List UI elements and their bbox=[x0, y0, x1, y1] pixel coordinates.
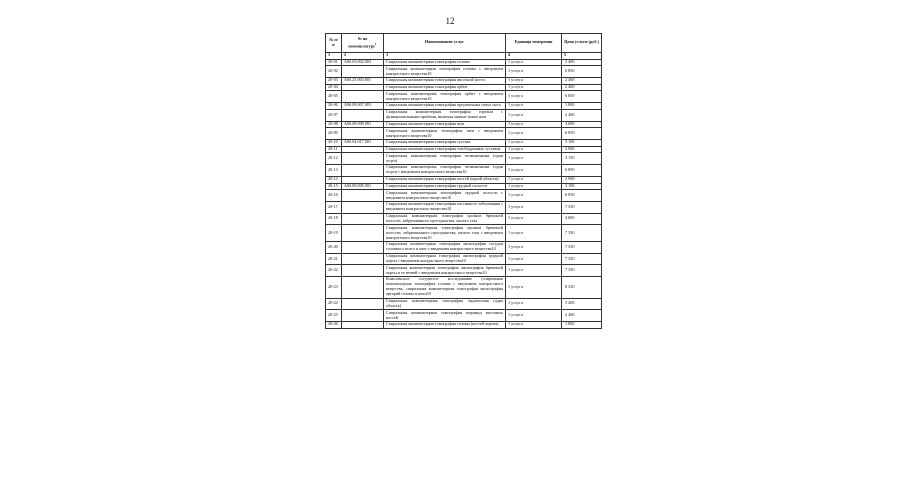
column-number: 4 bbox=[506, 52, 562, 59]
row-service-name: Спиральная компьютерная томография гортани с функциональными пробами, включая мягкие ткани шеи bbox=[384, 109, 506, 121]
header-cell-name: Наименование услуг bbox=[384, 34, 506, 53]
row-code bbox=[342, 146, 384, 153]
row-price: 1 800 bbox=[562, 321, 602, 328]
row-service-name: Спиральная компьютерная томография грудной полости bbox=[384, 183, 506, 190]
row-unit: 1 услуга bbox=[506, 190, 562, 202]
row-unit: 1 услуга bbox=[506, 77, 562, 84]
row-number: 20-22 bbox=[326, 265, 342, 277]
row-price: 7 350 bbox=[562, 225, 602, 242]
row-unit: 1 услуга bbox=[506, 59, 562, 66]
row-service-name: Спиральная компьютерная томография ангиография грудной аорты с введением контрастного вещества10 bbox=[384, 253, 506, 265]
row-service-name: Спиральная компьютерная томография ангиография брюшной аорты и ее ветвей с введением контрастного вещества10 bbox=[384, 265, 506, 277]
row-price: 4 000 bbox=[562, 213, 602, 225]
row-unit: 1 услуга bbox=[506, 128, 562, 140]
row-price: 2 400 bbox=[562, 310, 602, 322]
row-unit: 1 услуга bbox=[506, 213, 562, 225]
header-cell-unit: Единица измерения bbox=[506, 34, 562, 53]
row-code: A06.04.017.001 bbox=[342, 139, 384, 146]
row-service-name: Спиральная компьютерная томография головы с введением контрастного вещества10 bbox=[384, 66, 506, 78]
row-price: 7 350 bbox=[562, 201, 602, 213]
row-unit: 1 услуга bbox=[506, 310, 562, 322]
row-price: 7 350 bbox=[562, 253, 602, 265]
header-footnote: 1 bbox=[374, 41, 377, 46]
row-service-name: Спиральная компьютерная томография шеи bbox=[384, 121, 506, 128]
row-number: 20-12 bbox=[326, 153, 342, 165]
row-service-name: Спиральная компьютерная томография головы bbox=[384, 59, 506, 66]
table-row bbox=[326, 265, 602, 277]
table-row bbox=[326, 128, 602, 140]
table-row bbox=[326, 176, 602, 183]
row-number: 20-18 bbox=[326, 213, 342, 225]
row-code: A06.08.009.001 bbox=[342, 121, 384, 128]
column-number: 1 bbox=[326, 52, 342, 59]
row-service-name: Спиральная компьютерная томография головы (костей черепа) bbox=[384, 321, 506, 328]
row-number: 20-19 bbox=[326, 225, 342, 242]
row-service-name: Спиральная компьютерная томография пирамид височных костей bbox=[384, 310, 506, 322]
row-code bbox=[342, 84, 384, 91]
row-unit: 1 услуга bbox=[506, 253, 562, 265]
table-row bbox=[326, 277, 602, 299]
row-number: 20-17 bbox=[326, 201, 342, 213]
row-service-name: Спиральная компьютерная томография височной кости bbox=[384, 77, 506, 84]
table-row bbox=[326, 103, 602, 110]
row-code bbox=[342, 265, 384, 277]
row-number: 20-02 bbox=[326, 66, 342, 78]
row-number: 20-03 bbox=[326, 77, 342, 84]
row-unit: 1 услуга bbox=[506, 277, 562, 299]
table-row bbox=[326, 298, 602, 310]
row-unit: 1 услуга bbox=[506, 298, 562, 310]
row-number: 20-21 bbox=[326, 253, 342, 265]
row-price: 2 900 bbox=[562, 176, 602, 183]
row-code bbox=[342, 176, 384, 183]
row-price: 2 900 bbox=[562, 146, 602, 153]
row-service-name: Спиральная компьютерная томография органов брюшной полости, забрюшинного пространства, малого таза bbox=[384, 213, 506, 225]
row-number: 20-05 bbox=[326, 91, 342, 103]
row-code bbox=[342, 298, 384, 310]
row-price: 3 150 bbox=[562, 153, 602, 165]
table-row bbox=[326, 91, 602, 103]
row-price: 3 000 bbox=[562, 121, 602, 128]
row-code bbox=[342, 201, 384, 213]
row-unit: 1 услуга bbox=[506, 109, 562, 121]
row-number: 20-04 bbox=[326, 84, 342, 91]
row-unit: 1 услуга bbox=[506, 91, 562, 103]
row-price: 3 100 bbox=[562, 183, 602, 190]
row-price: 8 350 bbox=[562, 277, 602, 299]
table-row bbox=[326, 84, 602, 91]
row-unit: 1 услуга bbox=[506, 103, 562, 110]
row-unit: 1 услуга bbox=[506, 146, 562, 153]
table-row bbox=[326, 165, 602, 177]
table-row bbox=[326, 225, 602, 242]
row-price: 2 400 bbox=[562, 59, 602, 66]
row-unit: 1 услуга bbox=[506, 153, 562, 165]
row-number: 20-24 bbox=[326, 298, 342, 310]
table-row bbox=[326, 241, 602, 253]
table-row bbox=[326, 183, 602, 190]
row-number: 20-07 bbox=[326, 109, 342, 121]
row-code bbox=[342, 213, 384, 225]
row-unit: 1 услуга bbox=[506, 121, 562, 128]
table-row bbox=[326, 321, 602, 328]
row-code bbox=[342, 109, 384, 121]
row-code bbox=[342, 66, 384, 78]
row-unit: 1 услуга bbox=[506, 139, 562, 146]
row-code bbox=[342, 310, 384, 322]
row-unit: 1 услуга bbox=[506, 321, 562, 328]
row-price: 6 850 bbox=[562, 165, 602, 177]
row-unit: 1 услуга bbox=[506, 165, 562, 177]
row-code bbox=[342, 165, 384, 177]
row-service-name: Спиральная компьютерная томография позвоночника (один отдел) с введением контрастного вещества10 bbox=[384, 165, 506, 177]
row-unit: 1 услуга bbox=[506, 66, 562, 78]
row-code: A06.09.005.001 bbox=[342, 183, 384, 190]
row-code: A06.25.003.001 bbox=[342, 77, 384, 84]
row-number: 20-25 bbox=[326, 310, 342, 322]
row-unit: 1 услуга bbox=[506, 265, 562, 277]
row-code bbox=[342, 253, 384, 265]
row-code bbox=[342, 153, 384, 165]
column-number-row bbox=[326, 52, 602, 59]
row-price: 6 850 bbox=[562, 66, 602, 78]
row-price: 6 850 bbox=[562, 91, 602, 103]
table-row bbox=[326, 146, 602, 153]
row-number: 20-06 bbox=[326, 103, 342, 110]
header-cell-number: № п/п bbox=[326, 34, 342, 53]
row-number: 20-11 bbox=[326, 146, 342, 153]
header-cell-code: № по номенклатуре$^1$ bbox=[342, 34, 384, 53]
row-service-name: Спиральная компьютерная томография орбит bbox=[384, 84, 506, 91]
row-number: 20-26 bbox=[326, 321, 342, 328]
row-price: 5 200 bbox=[562, 298, 602, 310]
row-unit: 1 услуга bbox=[506, 201, 562, 213]
row-service-name: Спиральная компьютерная томография ангиография сосудов головного мозга и шеи с введением контрастного вещества10 bbox=[384, 241, 506, 253]
row-service-name: Комплексное сосудистое исследование (спиральная компьютерная томография головы с введением контрастного вещества, спиральная компьютерная томография ангиография артерий головы и шеи)10 bbox=[384, 277, 506, 299]
row-price: 7 350 bbox=[562, 241, 602, 253]
row-service-name: Спиральная компьютерная томография шеи с введением контрастного вещества10 bbox=[384, 128, 506, 140]
column-number: 5 bbox=[562, 52, 602, 59]
row-service-name: Спиральная компьютерная томография пассивного заболевания с введением контрастного вещества10 bbox=[384, 201, 506, 213]
row-unit: 1 услуга bbox=[506, 84, 562, 91]
table-row bbox=[326, 253, 602, 265]
row-code: A06.03.002.003 bbox=[342, 59, 384, 66]
table-row bbox=[326, 59, 602, 66]
row-price: 2 400 bbox=[562, 84, 602, 91]
row-service-name: Спиральная компьютерная томография костей (одной области) bbox=[384, 176, 506, 183]
row-number: 20-14 bbox=[326, 176, 342, 183]
row-code bbox=[342, 91, 384, 103]
column-number: 2 bbox=[342, 52, 384, 59]
row-code bbox=[342, 321, 384, 328]
row-service-name: Спиральная компьютерная томография тазобедренных суставов bbox=[384, 146, 506, 153]
price-table bbox=[325, 33, 602, 329]
row-unit: 1 услуга bbox=[506, 183, 562, 190]
row-number: 20-16 bbox=[326, 190, 342, 202]
table-row bbox=[326, 121, 602, 128]
row-price: 2 400 bbox=[562, 109, 602, 121]
table-row bbox=[326, 139, 602, 146]
column-number: 3 bbox=[384, 52, 506, 59]
table-row bbox=[326, 190, 602, 202]
header-cell-price: Цена услуги (руб.) bbox=[562, 34, 602, 53]
row-number: 20-13 bbox=[326, 165, 342, 177]
row-price: 6 850 bbox=[562, 128, 602, 140]
table-row bbox=[326, 109, 602, 121]
table-row bbox=[326, 66, 602, 78]
row-service-name: Спиральная компьютерная томография позвоночника (один отдел) bbox=[384, 153, 506, 165]
row-price: 7 350 bbox=[562, 265, 602, 277]
row-unit: 1 услуга bbox=[506, 241, 562, 253]
row-service-name: Спиральная компьютерная томография орбит с введением контрастного вещества10 bbox=[384, 91, 506, 103]
row-code bbox=[342, 277, 384, 299]
table-row bbox=[326, 153, 602, 165]
row-price: 2 400 bbox=[562, 77, 602, 84]
row-unit: 1 услуга bbox=[506, 225, 562, 242]
table-row bbox=[326, 310, 602, 322]
row-number: 20-23 bbox=[326, 277, 342, 299]
row-number: 20-01 bbox=[326, 59, 342, 66]
row-service-name: Спиральная компьютерная томография придаточных пазух носа bbox=[384, 103, 506, 110]
page-number: 12 bbox=[445, 16, 455, 26]
row-price: 1 800 bbox=[562, 103, 602, 110]
table-row bbox=[326, 77, 602, 84]
row-code bbox=[342, 128, 384, 140]
row-price: 6 850 bbox=[562, 190, 602, 202]
row-number: 20-10 bbox=[326, 139, 342, 146]
row-service-name: Спиральная компьютерная томография эндокосмия (одна область) bbox=[384, 298, 506, 310]
row-service-name: Спиральная компьютерная томография сустава bbox=[384, 139, 506, 146]
row-unit: 1 услуга bbox=[506, 176, 562, 183]
row-number: 20-20 bbox=[326, 241, 342, 253]
row-price: 3 100 bbox=[562, 139, 602, 146]
table-row bbox=[326, 201, 602, 213]
row-code: A06.08.007.003 bbox=[342, 103, 384, 110]
row-number: 20-08 bbox=[326, 121, 342, 128]
row-service-name: Спиральная компьютерная томография грудной полости с введением контрастного вещества10 bbox=[384, 190, 506, 202]
table-row bbox=[326, 213, 602, 225]
row-service-name: Спиральная компьютерная томография органов брюшной полости, забрюшинного пространства, малого таза с введением контрастного вещества10 bbox=[384, 225, 506, 242]
row-number: 20-15 bbox=[326, 183, 342, 190]
row-code bbox=[342, 190, 384, 202]
header-row bbox=[326, 34, 602, 53]
row-code bbox=[342, 225, 384, 242]
row-code bbox=[342, 241, 384, 253]
row-number: 20-09 bbox=[326, 128, 342, 140]
